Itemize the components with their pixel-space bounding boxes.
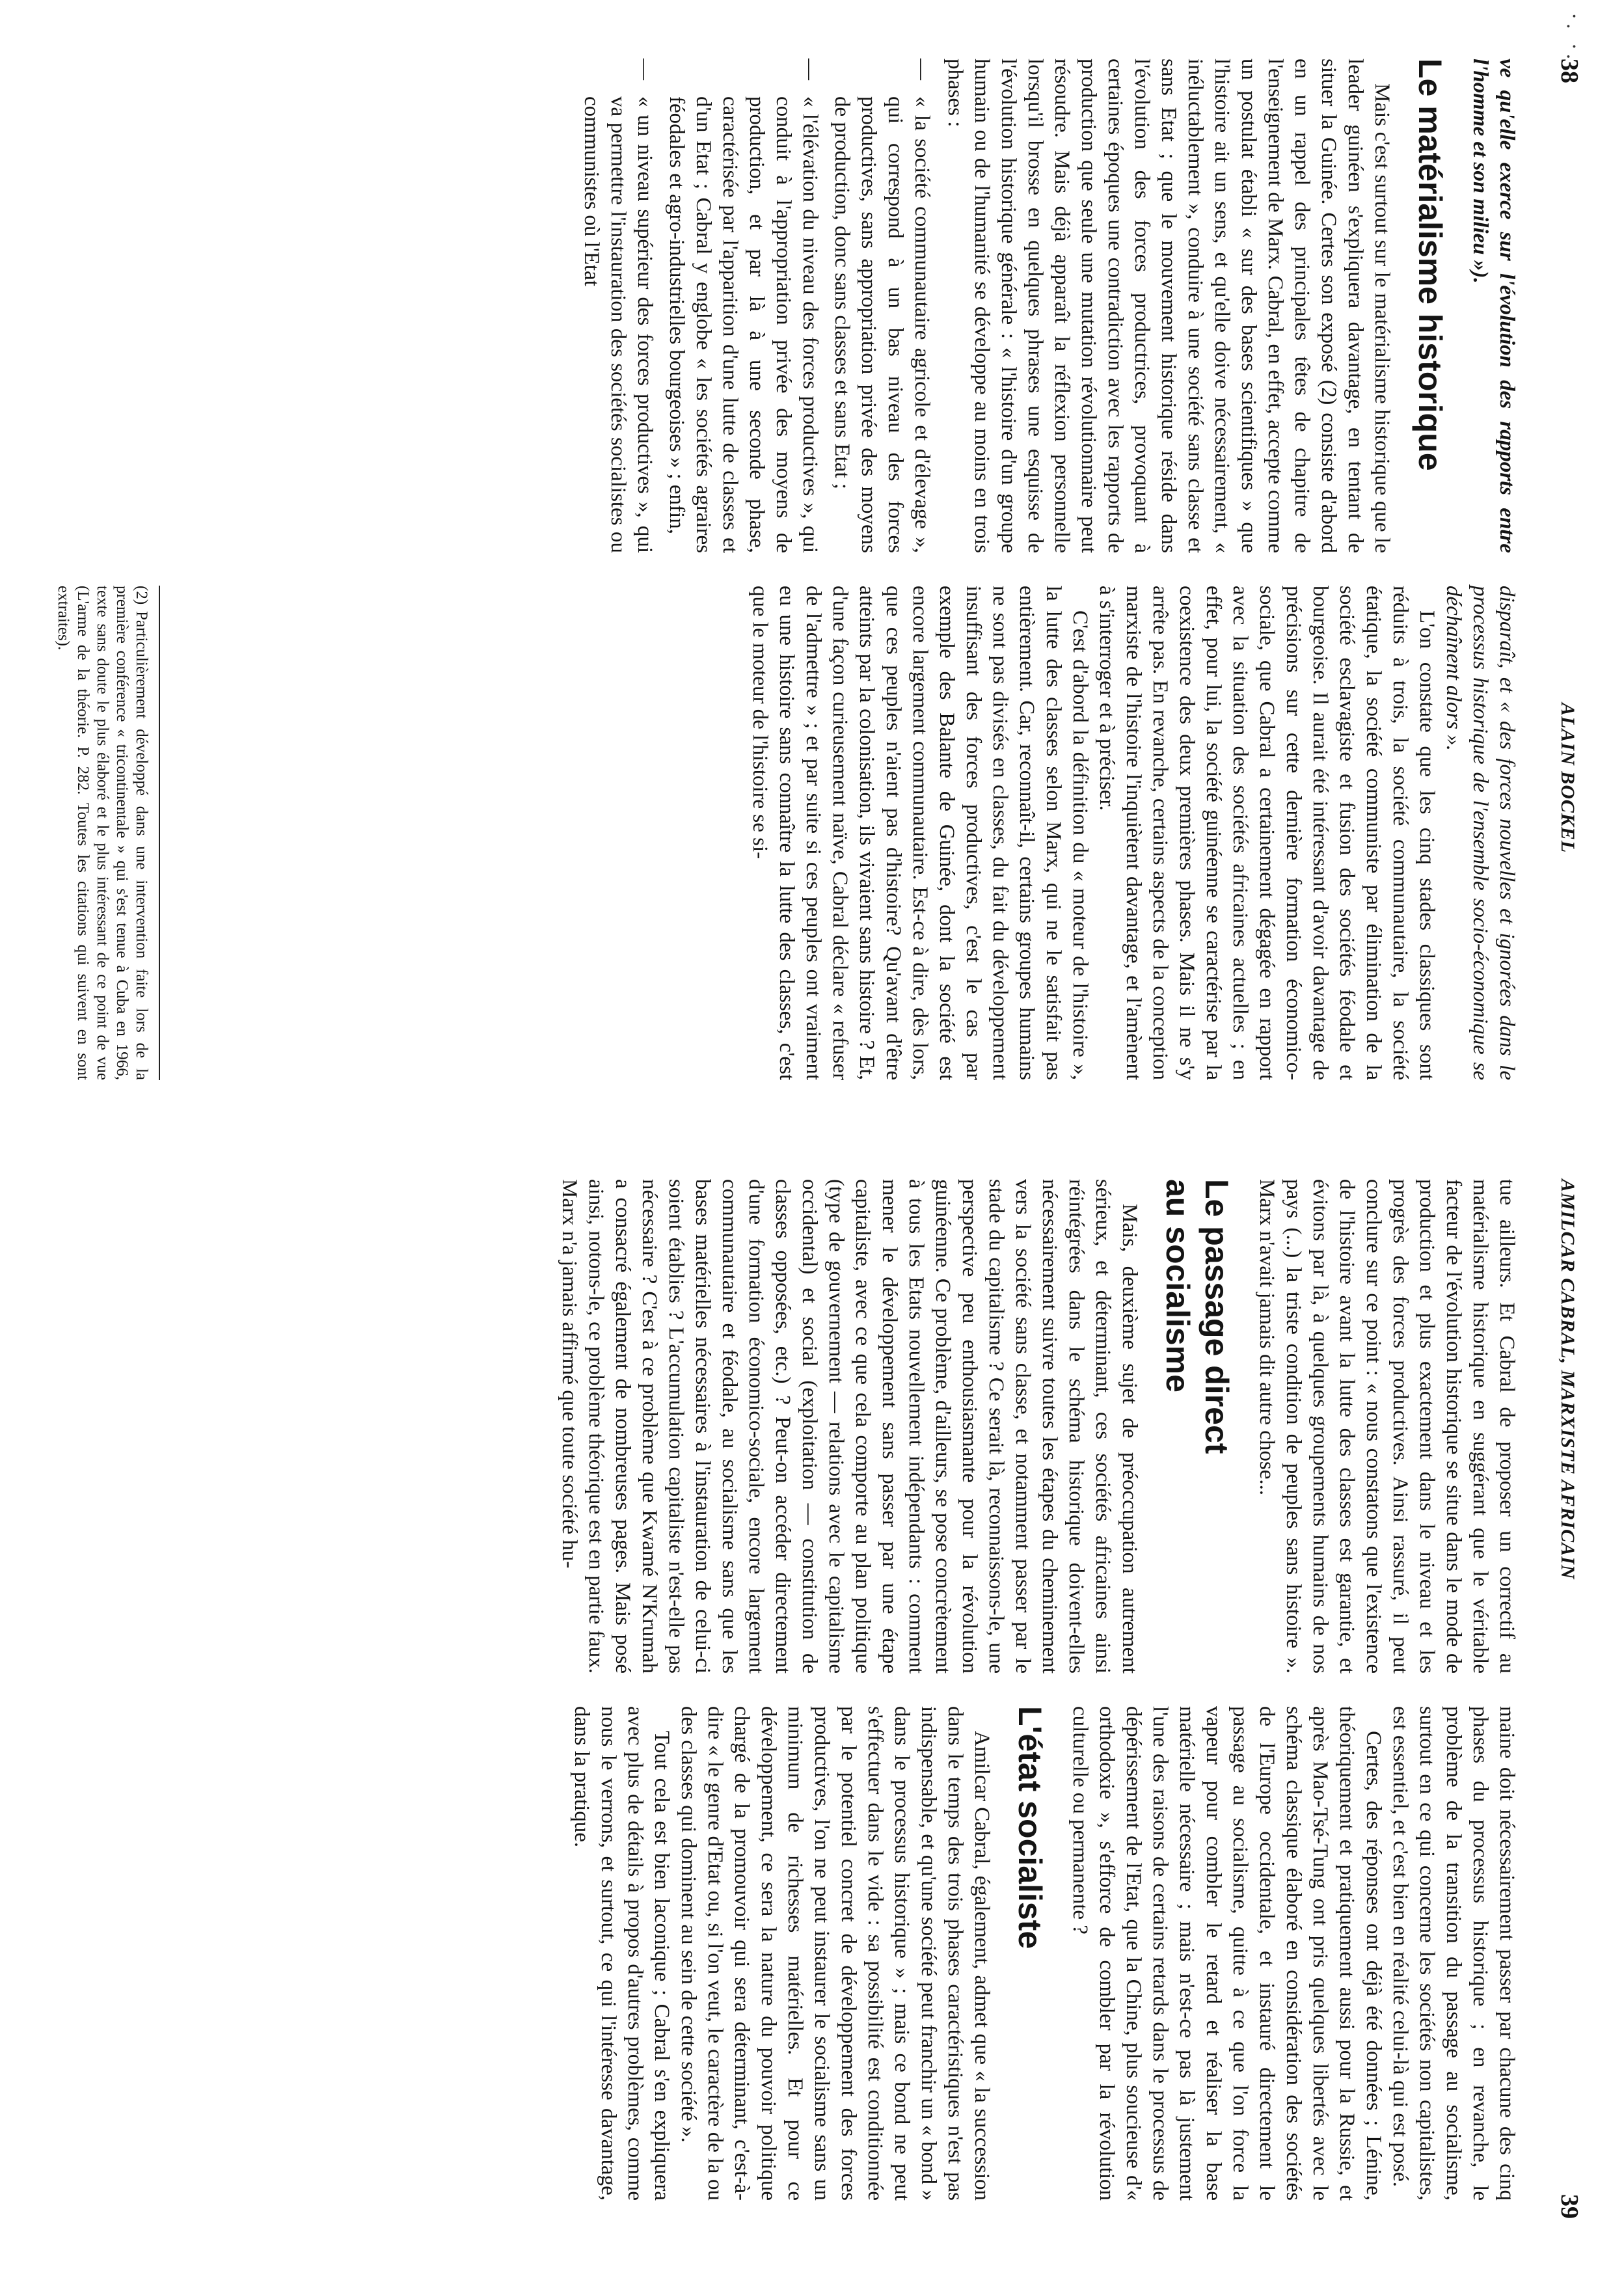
section-heading: Le matérialisme historique bbox=[1412, 59, 1448, 471]
carry-over-text: maine doit nécessairement passer par chacune des cinq phases du processus historique ; en revanche, le problème de la transition du passage au socialisme, surtout en ce qui concerne les sociétés non capitalistes, est essentiel, et c'est bien en réalité celui-là qui est posé. bbox=[1388, 1706, 1519, 2201]
right-page-column-1 bbox=[556, 1179, 1520, 1674]
paragraph: L'on constate que les cinq stades classiques sont réduits à trois, la société communautaire, la société étatique, la société communiste par élimination de la société esclavagiste et fusion des sociétés féodale et bourgeoise. Il aurait été intéressant d'avoir davantage de précisions sur cette dernière formation économico-sociale, que Cabral a certainement dégagée en rapport avec la situation des sociétés africaines actuelles ; en effet, pour lui, la société guinéenne se caractérise par la coexistence des deux premières phases. Mais il ne s'y arrête pas. En revanche, certains aspects de la conception marxiste de l'histoire l'inquiètent davantage, et l'amènent à s'interroger et à préciser. bbox=[1095, 586, 1439, 1080]
right-page-column-2 bbox=[568, 1706, 1520, 2201]
paragraph: C'est d'abord la définition du « moteur de l'histoire », la lutte des classes selon Marx, qui ne le satisfait pas entièrement. Car, reconnaît-il, certains groupes humains ne sont pas divisés en classes, du fait du développement insuffisant des forces productives, c'est le cas par exemple des Balante de Guinée, dont la société est encore largement communautaire. Est-ce à dire, dès lors, que ces peuples n'aient pas d'histoire? Qu'avant d'être atteints par la colonisation, ils vivaient sans histoire ? Et, d'une façon curieusement naïve, Cabral déclare « refuser de l'admettre » ; et par suite si ces peuples ont vraiment eu une histoire sans connaître la lutte des classes, c'est que le moteur de l'histoire se si- bbox=[748, 586, 1092, 1080]
left-page-column-1 bbox=[573, 59, 1520, 553]
running-head: AMILCAR CABRAL, MARXISTE AFRICAIN bbox=[1557, 1179, 1578, 1580]
footnote-number: (2) bbox=[133, 586, 150, 605]
paragraph: Amilcar Cabral, également, admet que « la succession dans le temps des trois phases caractéristiques n'est pas indispensable, et qu'une société peut franchir un « bond » dans le processus historique » ; mais ce bond ne peut s'effectuer dans le vide : sa possibilité est conditionnée par le potentiel concret de développement des forces productives, l'on ne peut instaurer le socialisme sans un minimum de richesses matérielles. Et pour ce développement, ce sera la nature du pouvoir politique chargé de la promouvoir qui sera déterminant, c'est-à-dire « le genre d'Etat ou, si l'on veut, le caractère de la ou des classes qui dominent au sein de cette société ». bbox=[677, 1706, 994, 2201]
right-page bbox=[0, 1140, 1624, 2280]
carry-over-text: ve qu'elle exerce sur l'évolution des rapports entre l'homme et son milieu »). bbox=[1468, 59, 1519, 553]
section-heading: Le passage direct au socialisme bbox=[1159, 1179, 1235, 1454]
list-item: — « la société communautaire agricole et d'élevage », qui correspond à un bas niveau des forces productives, sans appropriation privée des moyens de production, donc sans classes et sans Etat ; bbox=[830, 59, 934, 553]
paragraph: Mais, deuxième sujet de préoccupation autrement sérieux, et déterminant, ces sociétés africaines ainsi réintégrées dans le schéma historique doivent-elles nécessairement suivre toutes les étapes du cheminement vers la société sans classe, et notamment passer par le stade du capitalisme ? Ce serait là, reconnaissons-le, une perspective peu enthousiasmante pour la révolution guinéenne. Ce problème, d'ailleurs, se pose concrètement à tous les Etats nouvellement indépendants : comment mener le développement sans passer par une étape capitaliste, avec ce que cela comporte au plan politique (type de gouvernement — relations avec le capitalisme occidental) et social (exploitation — constitution de classes opposées, etc.) ? Peut-on accéder directement d'une formation économico-sociale, encore largement communautaire et féodale, au socialisme sans que les bases matérielles nécessaires à l'instauration de celui-ci soient établies ? L'accumulation capitaliste n'est-elle pas nécessaire ? C'est à ce problème que Kwamé N'Krumah a consacré également de nombreuses pages. Mais posé ainsi, notons-le, ce problème théorique est en partie faux. Marx n'a jamais affirmé que toute société hu- bbox=[558, 1179, 1141, 1674]
paragraph: Tout cela est bien laconique ; Cabral s'en expliquera avec plus de détails à propos d'autres problèmes, comme nous le verrons, et surtout, ce qui l'intéresse davantage, dans la pratique. bbox=[570, 1706, 673, 2201]
carry-over-text: disparaît, et « des forces nouvelles et ignorées dans le processus historique de l'ensemble socio-économique se déchaînent alors ». bbox=[1442, 586, 1519, 1080]
phase-list bbox=[578, 59, 935, 553]
paragraph: Mais c'est surtout sur le matérialisme historique que le leader guinéen s'expliquera davantage, en tentant de situer la Guinée. Certes son exposé (2) consiste d'abord en un rappel des principales têtes de chapitre de l'enseignement de Marx. Cabral, en effet, accepte comme un postulat établi « sur des bases scientifiques » que l'histoire ait un sens, et qu'elle doive nécessairement, « inéluctablement », conduire à une société sans classe et sans Etat ; que le mouvement historique réside dans l'évolution des forces productrices, provoquant à certaines époques une contradiction avec les rapports de production que seule une mutation révolutionnaire peut résoudre. Mais déjà apparaît la réflexion personnelle lorsqu'il brosse en quelques phrases une esquisse de l'évolution historique générale : « l'histoire d'un groupe humain ou de l'humanité se développe au moins en trois phases : bbox=[943, 59, 1394, 553]
footnote-text: Particulièrement développé dans une intervention faite lors de la première conférence « tricontinentale » qui s'est tenue à Cuba en 1966, texte sans doute le plus élaboré et le plus intéressant de ce point de vue (L'arme de la théorie. P. 282. Toutes les citations qui suivent en sont extraites). bbox=[55, 586, 150, 1080]
carry-over-text: tue ailleurs. Et Cabral de proposer un correctif au matérialisme historique en suggérant que le véritable facteur de l'évolution historique se situe dans le mode de production et plus exactement dans le niveau et les progrès des forces productives. Ainsi rassuré, il peut conclure sur ce point : « nous constatons que l'existence de l'histoire avant la lutte des classes est garantie, et évitons par là, à quelques groupements humains de nos pays (...) la triste condition de peuples sans histoire ». Marx n'avait jamais dit autre chose... bbox=[1255, 1179, 1519, 1674]
list-item: — « l'élévation du niveau des forces productives », qui conduit à l'appropriation privée des moyens de production, et par là à une seconde phase, caractérisée par l'apparition d'une lutte de classes et d'un Etat ; Cabral y englobe « les sociétés agraires féodales et agro-industrielles bourgeoises » ; enfin, bbox=[665, 59, 822, 553]
left-page-column-2 bbox=[746, 586, 1520, 1080]
footnote bbox=[53, 586, 160, 1080]
page-number: 39 bbox=[1556, 2194, 1583, 2219]
paragraph: Certes, des réponses ont déjà été données ; Lénine, théoriquement et pratiquement aussi pour la Russie, et après Mao-Tsé-Tung ont pris quelques libertés avec le schéma classique élaboré en considération des sociétés de l'Europe occidentale, et instauré directement le passage au socialisme, quitte à ce que l'on force la vapeur pour combler le retard et réaliser la base matérielle nécessaire ; mais n'est-ce pas là justement l'une des raisons de certains retards dans le processus de dépérissement de l'Etat, que la Chine, plus soucieuse d'« orthodoxie », s'efforce de combler par la révolution culturelle ou permanente ? bbox=[1068, 1706, 1385, 2201]
scan-specks: ·. ·. bbox=[1562, 13, 1585, 64]
list-item: — « un niveau supérieur des forces productives », qui va permettre l'instauration des sociétés socialistes ou communistes où l'Etat bbox=[580, 59, 656, 553]
page-number: 38 bbox=[1556, 59, 1583, 83]
running-head: ALAIN BOCKEL bbox=[1557, 703, 1578, 854]
section-heading: L'état socialiste bbox=[1012, 1706, 1048, 1949]
